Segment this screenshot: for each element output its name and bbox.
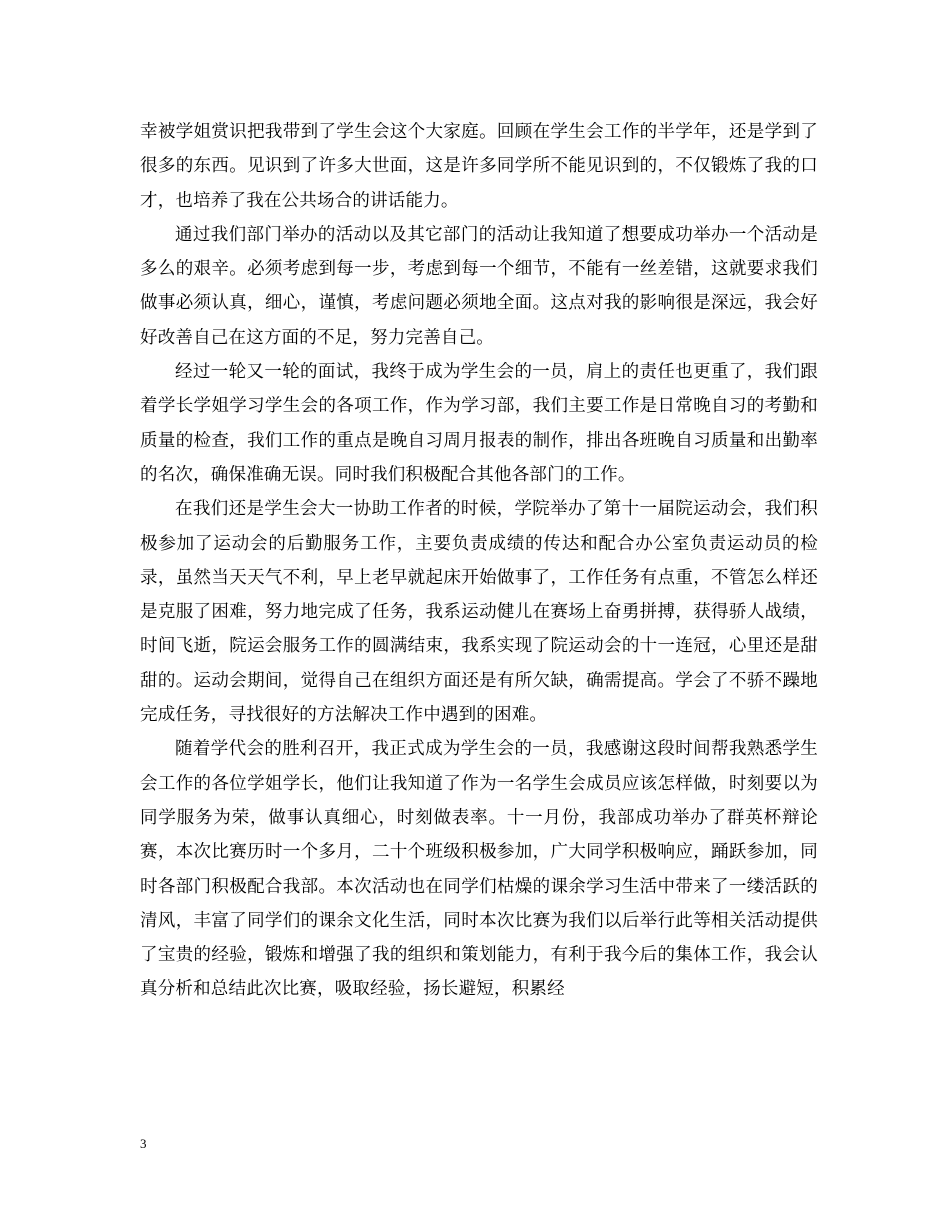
paragraph-1: 幸被学姐赏识把我带到了学生会这个大家庭。回顾在学生会工作的半学年，还是学到了很多的东西。见识到了许多大世面，这是许多同学所不能见识到的，不仅锻炼了我的口才，也培养了我在公共场合的讲话能力。 — [140, 122, 818, 211]
page-number: 3 — [140, 1136, 147, 1151]
paragraph-3: 经过一轮又一轮的面试，我终于成为学生会的一员，肩上的责任也更重了，我们跟着学长学姐学习学生会的各项工作，作为学习部，我们主要工作是日常晚自习的考勤和质量的检查，我们工作的重点是晚自习周月报表的制作，排出各班晚自习质量和出勤率的名次，确保准确无误。同时我们积极配合其他各部门的工作。 — [140, 362, 818, 485]
paragraph-2: 通过我们部门举办的活动以及其它部门的活动让我知道了想要成功举办一个活动是多么的艰辛。必须考虑到每一步，考虑到每一个细节，不能有一丝差错，这就要求我们做事必须认真，细心，谨慎，考虑问题必须地全面。这点对我的影响很是深远，我会好好改善自己在这方面的不足，努力完善自己。 — [140, 224, 818, 348]
body-text — [140, 115, 818, 1007]
paragraph-4: 在我们还是学生会大一协助工作者的时候，学院举办了第十一届院运动会，我们积极参加了运动会的后勤服务工作，主要负责成绩的传达和配合办公室负责运动员的检录，虽然当天天气不利，早上老早就起床开始做事了，工作任务有点重，不管怎么样还是克服了困难，努力地完成了任务，我系运动健儿在赛场上奋勇拼搏，获得骄人战绩，时间飞逝，院运会服务工作的圆满结束，我系实现了院运动会的十一连冠，心里还是甜甜的。运动会期间，觉得自己在组织方面还是有所欠缺，确需提高。学会了不骄不躁地完成任务，寻找很好的方法解决工作中遇到的困难。 — [140, 499, 818, 726]
paragraph-5: 随着学代会的胜利召开，我正式成为学生会的一员，我感谢这段时间帮我熟悉学生会工作的各位学姐学长，他们让我知道了作为一名学生会成员应该怎样做，时刻要以为同学服务为荣，做事认真细心，时刻做表率。十一月份，我部成功举办了群英杯辩论赛，本次比赛历时一个多月，二十个班级积极参加，广大同学积极响应，踊跃参加，同时各部门积极配合我部。本次活动也在同学们枯燥的课余学习生活中带来了一缕活跃的清风，丰富了同学们的课余文化生活，同时本次比赛为我们以后举行此等相关活动提供了宝贵的经验，锻炼和增强了我的组织和策划能力，有利于我今后的集体工作，我会认真分析和总结此次比赛，吸取经验，扬长避短，积累经 — [140, 739, 818, 1000]
